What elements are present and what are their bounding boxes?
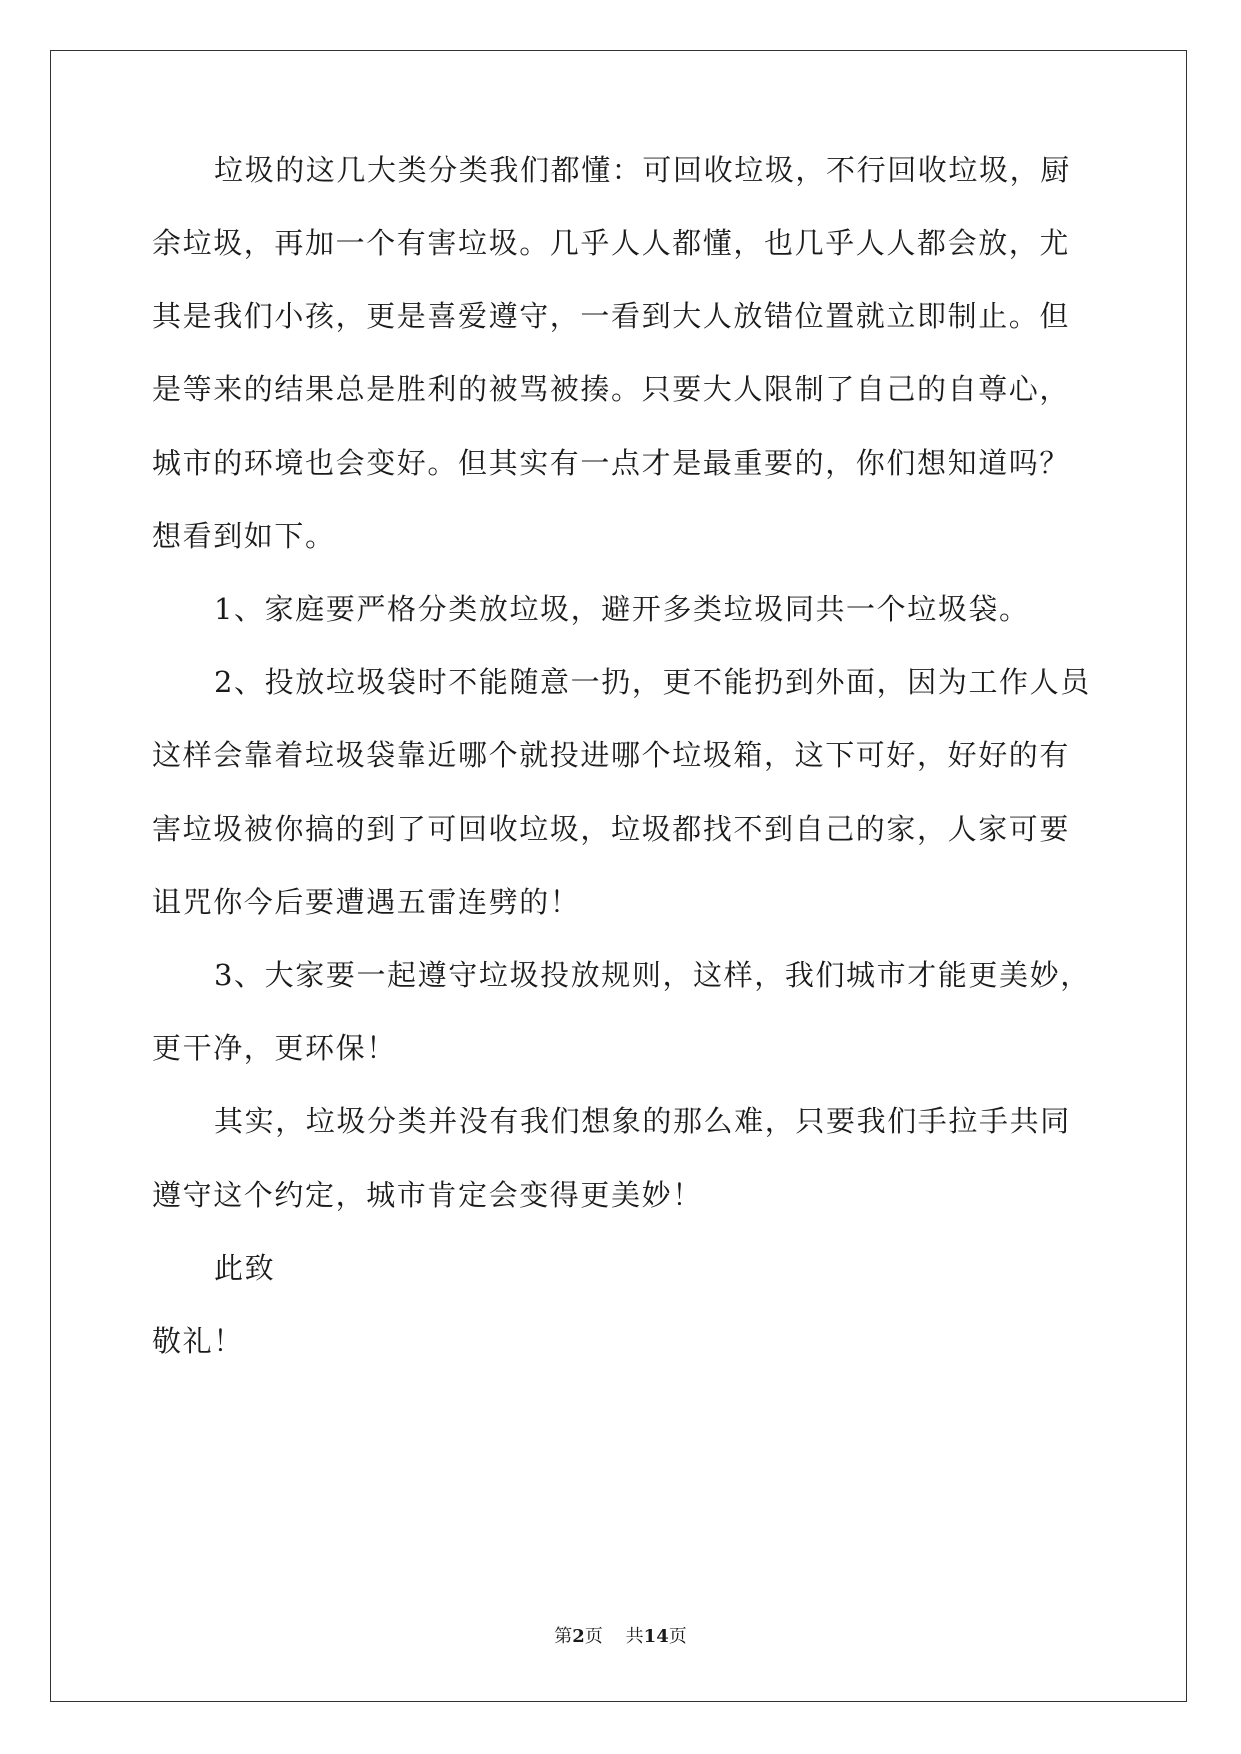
paragraph-line: 诅咒你今后要遭遇五雷连劈的！ [152,885,581,919]
list-item-3: 3、大家要一起遵守垃圾投放规则，这样，我们城市才能更美妙， [214,958,1091,992]
list-item-1: 1、家庭要严格分类放垃圾，避开多类垃圾同共一个垃圾袋。 [214,592,1030,626]
paragraph-line: 遵守这个约定，城市肯定会变得更美妙！ [152,1178,703,1212]
paragraph-line: 想看到如下。 [152,519,336,553]
closing-regards: 敬礼！ [152,1324,244,1358]
current-page-number: 2 [572,1626,585,1647]
paragraph-line: 垃圾的这几大类分类我们都懂：可回收垃圾，不行回收垃圾，厨 [214,153,1071,187]
footer-prefix: 第 [554,1626,573,1647]
closing-salutation: 此致 [214,1251,276,1285]
paragraph-line: 这样会靠着垃圾袋靠近哪个就投进哪个垃圾箱，这下可好，好好的有 [152,738,1071,772]
paragraph-line: 是等来的结果总是胜利的被骂被揍。只要大人限制了自己的自尊心， [152,372,1071,406]
footer-page-suffix: 页 [584,1626,603,1647]
paragraph-line: 余垃圾，再加一个有害垃圾。几乎人人都懂，也几乎人人都会放，尤 [152,226,1071,260]
paragraph-line: 城市的环境也会变好。但其实有一点才是最重要的，你们想知道吗？ [152,446,1071,480]
paragraph-line: 其实，垃圾分类并没有我们想象的那么难，只要我们手拉手共同 [214,1104,1071,1138]
paragraph-line: 其是我们小孩，更是喜爱遵守，一看到大人放错位置就立即制止。但 [152,299,1071,333]
paragraph-line: 更干净，更环保！ [152,1031,397,1065]
footer-total-suffix: 页 [668,1626,687,1647]
list-item-2: 2、投放垃圾袋时不能随意一扔，更不能扔到外面，因为工作人员 [214,665,1091,699]
footer-total-prefix: 共 [625,1626,644,1647]
page-footer [0,1622,1241,1648]
total-page-count: 14 [643,1626,669,1647]
paragraph-line: 害垃圾被你搞的到了可回收垃圾，垃圾都找不到自己的家，人家可要 [152,812,1071,846]
